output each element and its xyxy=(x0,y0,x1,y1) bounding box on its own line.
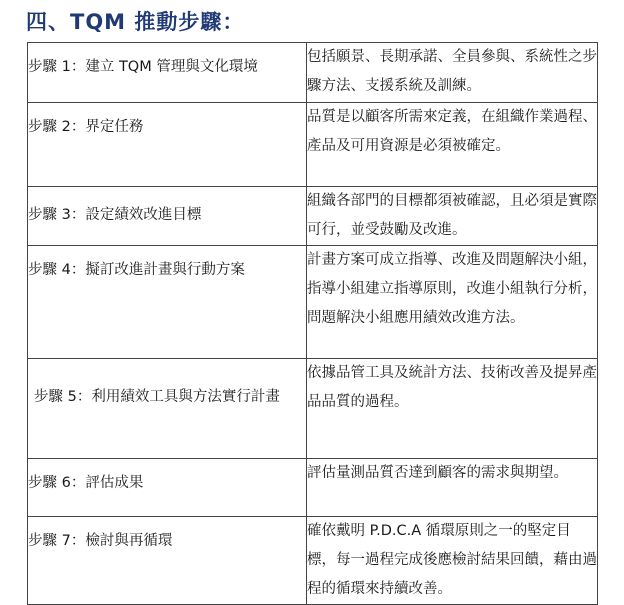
table-row xyxy=(28,517,598,605)
description-cell xyxy=(307,517,598,605)
step-label: 步驟 6：評估成果 xyxy=(28,475,144,491)
step-cell xyxy=(28,43,307,103)
step-cell xyxy=(28,103,307,187)
step-description: 依據品管工具及統計方法、技術改善及提昇產品品質的過程。 xyxy=(307,365,597,410)
tqm-steps-table xyxy=(27,42,598,605)
step-cell xyxy=(28,359,307,459)
step-cell xyxy=(28,517,307,605)
table-row xyxy=(28,246,598,359)
description-cell xyxy=(307,43,598,103)
step-cell xyxy=(28,187,307,246)
description-cell xyxy=(307,246,598,359)
table-row xyxy=(28,103,598,187)
step-label: 步驟 1：建立 TQM 管理與文化環境 xyxy=(28,59,258,75)
step-description: 計畫方案可成立指導、改進及問題解決小組，指導小組建立指導原則，改進小組執行分析，問題解決小組應用績效改進方法。 xyxy=(307,252,597,326)
page-title: 四、TQM 推動步驟： xyxy=(26,10,245,34)
description-cell xyxy=(307,103,598,187)
step-label: 步驟 4：擬訂改進計畫與行動方案 xyxy=(28,262,245,278)
step-description: 確依戴明 P.D.C.A 循環原則之一的堅定目標，每一過程完成後應檢討結果回饋，藉由過程的循環來持續改善。 xyxy=(307,523,597,597)
description-cell xyxy=(307,359,598,459)
step-label: 步驟 5：利用績效工具與方法實行計畫 xyxy=(34,389,280,405)
step-description: 組織各部門的目標都須被確認，且必須是實際可行，並受鼓勵及改進。 xyxy=(307,193,597,238)
step-cell xyxy=(28,459,307,517)
step-label: 步驟 7：檢討與再循環 xyxy=(28,533,173,549)
table-row xyxy=(28,459,598,517)
step-description: 品質是以顧客所需來定義，在組織作業過程、產品及可用資源是必須被確定。 xyxy=(307,109,597,154)
step-description: 包括願景、長期承諾、全員參與、系統性之步驟方法、支援系統及訓練。 xyxy=(307,49,597,94)
step-label: 步驟 3：設定績效改進目標 xyxy=(28,207,202,223)
table-row xyxy=(28,43,598,103)
step-description: 評估量測品質否達到顧客的需求與期望。 xyxy=(307,465,568,481)
table-row xyxy=(28,187,598,246)
step-label: 步驟 2：界定任務 xyxy=(28,119,144,135)
step-cell xyxy=(28,246,307,359)
table-row xyxy=(28,359,598,459)
description-cell xyxy=(307,459,598,517)
description-cell xyxy=(307,187,598,246)
